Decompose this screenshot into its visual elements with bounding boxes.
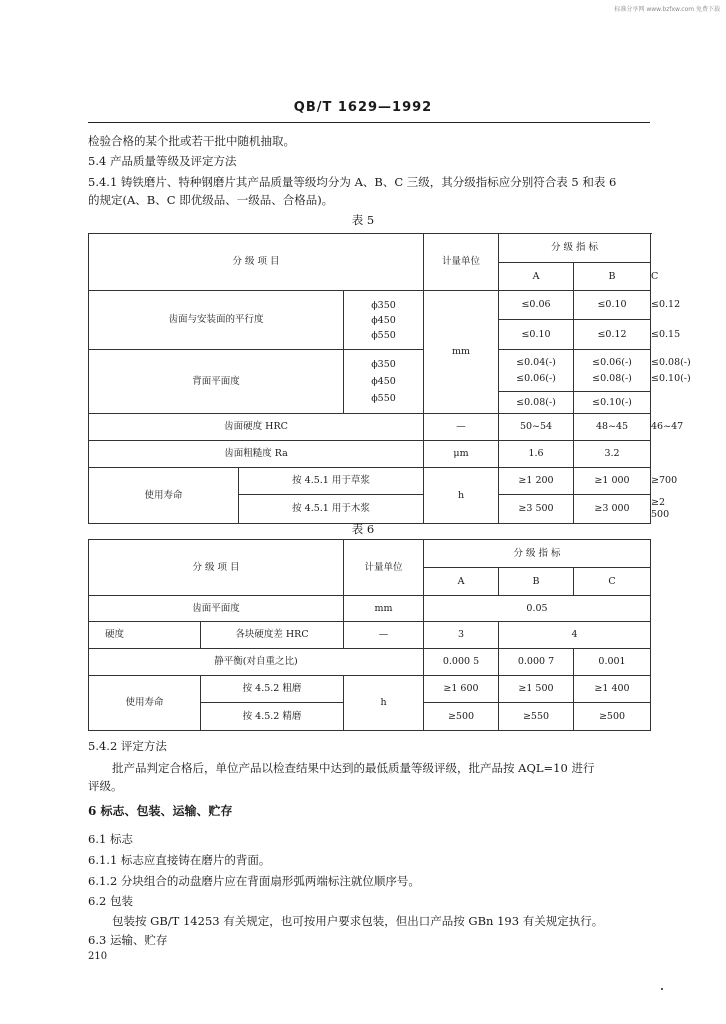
t6-r2-label: 硬度 bbox=[89, 622, 201, 649]
t5-r3-a: 50~54 bbox=[499, 414, 574, 441]
t6-r2-a: 3 bbox=[424, 622, 499, 649]
t5-r3-label: 齿面硬度 HRC bbox=[89, 414, 424, 441]
t6-h-b: B bbox=[499, 568, 574, 596]
section-6-1-2: 6.1.2 分块组合的动盘磨片应在背面扇形弧两端标注就位顺序号。 bbox=[88, 874, 420, 888]
t5-r5-label: 使用寿命 bbox=[89, 468, 239, 524]
t5-r4-a: 1.6 bbox=[499, 441, 574, 468]
t5-r1-a2: ≤0.10 bbox=[521, 329, 551, 340]
t5-r2-a2: ≤0.06(-) bbox=[516, 372, 556, 384]
table5: 分 级 项 目 计量单位 分 级 指 标 A B C 齿面与安装面的平行度 ϕ350 ϕ450 ϕ550 mm ≤0.06 ≤0.10 ≤0.10 ≤0.12 ≤0.12 ≤0.15 背面平面度 ϕ350 ϕ450 ϕ550 ≤0.04(-) ≤0.06(-) ≤0.06(-) ≤0.08(-) ≤0.08(-) ≤0.10(-) ≤0.08(-) ≤0.10(-) 齿面硬度 HRC — 50~54 48~45 46~47 齿面粗糙度 Ra μm 1.6 3.2 使用寿命 按 4.5.1 用于草浆 h ≥1 200 ≥1 000 ≥700 按 4.5.1 用于木浆 ≥3 500 ≥3 000 ≥2 500 bbox=[88, 233, 651, 524]
section-6: 6 标志、包装、运输、贮存 bbox=[88, 804, 233, 818]
t5-r5-s2: 按 4.5.1 用于木浆 bbox=[239, 495, 424, 524]
table6 bbox=[88, 539, 651, 731]
t5-r2-a3: ≤0.08(-) bbox=[499, 392, 574, 414]
t6-r4-c1: ≥1 400 bbox=[574, 676, 651, 703]
section-5-4-1-line1: 5.4.1 铸铁磨片、特种钢磨片其产品质量等级均分为 A、B、C 三级，其分级指标应分别符合表 5 和表 6 bbox=[88, 175, 617, 189]
t5-r1-s1: ϕ350 bbox=[371, 299, 396, 311]
t5-r2-s3: ϕ550 bbox=[371, 393, 396, 404]
table6-title: 表 6 bbox=[351, 522, 375, 536]
t5-r3-unit: — bbox=[424, 414, 499, 441]
t6-r3-label: 静平衡(对自重之比) bbox=[89, 649, 424, 676]
t6-r4-label: 使用寿命 bbox=[89, 676, 201, 731]
t6-h-unit: 计量单位 bbox=[344, 540, 424, 596]
t6-r2-sub: 各块硬度差 HRC bbox=[201, 622, 344, 649]
t6-r2-unit: — bbox=[344, 622, 424, 649]
t6-r1-label: 齿面平面度 bbox=[89, 596, 344, 622]
t6-r1-unit: mm bbox=[344, 596, 424, 622]
section-5-4-2-line1: 批产品判定合格后，单位产品以检查结果中达到的最低质量等级评级，批产品按 AQL=10 进行 bbox=[112, 761, 595, 775]
t6-r1-val: 0.05 bbox=[424, 596, 651, 622]
t5-r5-a1: ≥1 200 bbox=[499, 468, 574, 495]
t5-r2-label: 背面平面度 bbox=[89, 350, 344, 414]
t5-r5-s1: 按 4.5.1 用于草浆 bbox=[239, 468, 424, 495]
t5-r1-b2: ≤0.12 bbox=[597, 329, 627, 340]
t6-r3-c: 0.001 bbox=[574, 649, 651, 676]
t6-r4-b2: ≥550 bbox=[499, 703, 574, 731]
section-5-4-2: 5.4.2 评定方法 bbox=[88, 739, 167, 753]
header-rule bbox=[88, 122, 650, 123]
t5-r5-a2: ≥3 500 bbox=[499, 495, 574, 524]
section-5-4-2-line2: 评级。 bbox=[88, 779, 123, 793]
t6-r3-a: 0.000 5 bbox=[424, 649, 499, 676]
section-5-4: 5.4 产品质量等级及评定方法 bbox=[88, 154, 237, 168]
t5-r5-b1: ≥1 000 bbox=[574, 468, 651, 495]
t5-r4-label: 齿面粗糙度 Ra bbox=[89, 441, 424, 468]
section-6-1: 6.1 标志 bbox=[88, 832, 133, 846]
section-6-3: 6.3 运输、贮存 bbox=[88, 933, 168, 947]
t6-h-c: C bbox=[574, 568, 651, 596]
t5-r1-s3: ϕ550 bbox=[371, 329, 396, 341]
scan-speck bbox=[661, 988, 663, 990]
t5-h-idx: 分 级 指 标 bbox=[499, 234, 651, 263]
t5-r3-b: 48~45 bbox=[574, 414, 651, 441]
t6-r2-bc: 4 bbox=[499, 622, 651, 649]
t5-r4-unit: μm bbox=[424, 441, 499, 468]
section-6-2-text: 包装按 GB/T 14253 有关规定，也可按用户要求包装，但出口产品按 GBn 193 有关规定执行。 bbox=[112, 914, 604, 928]
t5-r5-b2: ≥3 000 bbox=[574, 495, 651, 524]
t5-r2-bc3: ≤0.10(-) bbox=[574, 392, 651, 414]
t5-h-b: B bbox=[574, 263, 651, 291]
section-5-4-1-line2: 的规定(A、B、C 即优级品、一级品、合格品)。 bbox=[88, 193, 334, 207]
t6-r4-a2: ≥500 bbox=[424, 703, 499, 731]
t6-r4-a1: ≥1 600 bbox=[424, 676, 499, 703]
t6-r4-b1: ≥1 500 bbox=[499, 676, 574, 703]
page-number: 210 bbox=[88, 951, 108, 962]
t5-r2-b1: ≤0.06(-) bbox=[592, 356, 632, 368]
t6-h-item: 分 级 项 目 bbox=[89, 540, 344, 596]
t5-h-unit: 计量单位 bbox=[424, 234, 499, 291]
t5-r1-b1: ≤0.10 bbox=[574, 291, 650, 320]
t5-unit-mm: mm bbox=[424, 291, 499, 414]
t5-r2-b2: ≤0.08(-) bbox=[592, 372, 632, 384]
t5-r5-unit: h bbox=[424, 468, 499, 524]
t5-r4-bc: 3.2 bbox=[574, 441, 651, 468]
t6-h-idx: 分 级 指 标 bbox=[424, 540, 651, 568]
table5-title: 表 5 bbox=[351, 213, 375, 227]
t6-r4-c2: ≥500 bbox=[574, 703, 651, 731]
t6-r4-s2: 按 4.5.2 精磨 bbox=[201, 703, 344, 731]
t5-r1-a1: ≤0.06 bbox=[499, 291, 573, 320]
intro-text: 检验合格的某个批或若干批中随机抽取。 bbox=[88, 134, 295, 148]
section-6-1-1: 6.1.1 标志应直接铸在磨片的背面。 bbox=[88, 853, 271, 867]
page-header: QB/T 1629—1992 bbox=[293, 100, 433, 115]
watermark: 标准分享网 www.bzfxw.com 免费下载 bbox=[614, 6, 720, 13]
t6-h-a: A bbox=[424, 568, 499, 596]
t5-h-a: A bbox=[499, 263, 574, 291]
t5-r1-label: 齿面与安装面的平行度 bbox=[89, 291, 344, 350]
t5-r2-a1: ≤0.04(-) bbox=[516, 356, 556, 368]
t5-h-item: 分 级 项 目 bbox=[89, 234, 424, 291]
t6-r4-s1: 按 4.5.2 粗磨 bbox=[201, 676, 344, 703]
t5-r1-s2: ϕ450 bbox=[371, 314, 396, 326]
section-6-2: 6.2 包装 bbox=[88, 894, 133, 908]
t5-r2-s2: ϕ450 bbox=[371, 376, 396, 387]
t5-r2-s1: ϕ350 bbox=[371, 359, 396, 370]
t6-r4-unit: h bbox=[344, 676, 424, 731]
t6-r3-b: 0.000 7 bbox=[499, 649, 574, 676]
